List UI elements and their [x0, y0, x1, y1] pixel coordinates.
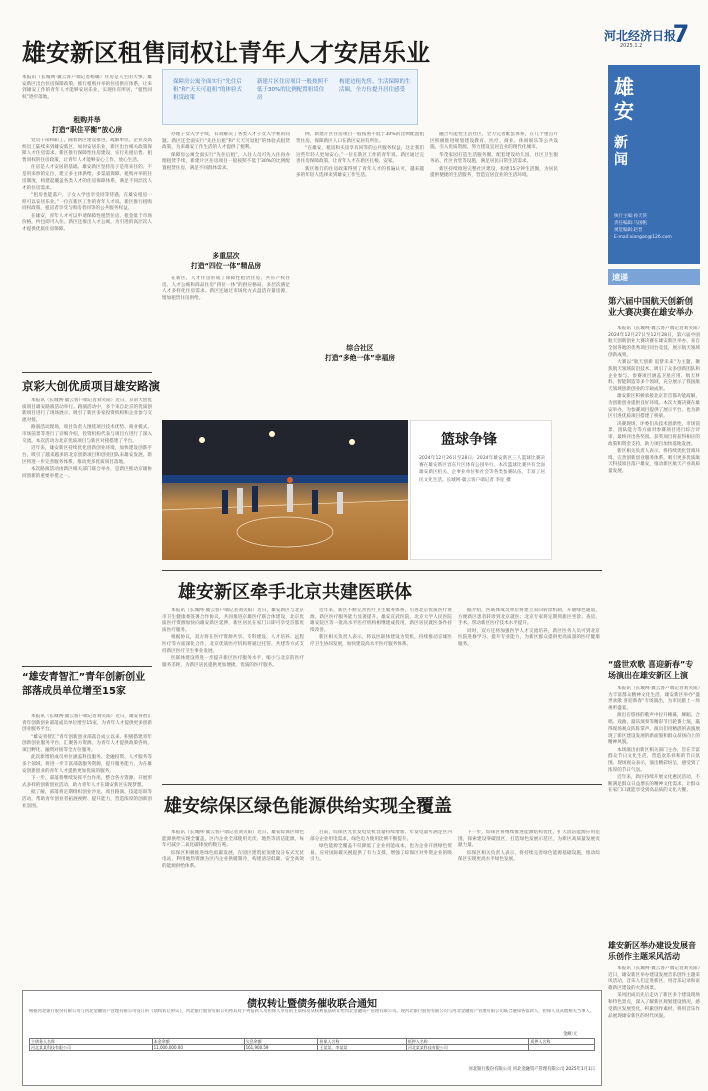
divider-2: [22, 666, 152, 667]
table-cell: 11,000,000.00: [152, 1045, 244, 1051]
notice-footer: 河北银行股份有限公司 河北金融资产管理有限公司 2025年1月1日: [468, 1067, 595, 1072]
christmas-body: 本报讯（长城网·冀云客户端记者刘笑阳）为丰富群众精神文化生活，雄安新区举办“盛世欢歌 喜迎新春”专场演出，为市民献上一场视听盛宴。 演出在悠扬的歌声中拉开帷幕，舞蹈、合唱、戏曲、器乐演奏等精彩节目轮番上演，赢得现场观众阵阵掌声。演员们用精湛的表演展现了新区建设发展的新面貌和群众昂扬向上的精神风貌。 本场演出由新区相关部门主办，旨在丰富群众节日文化生活，营造欢乐祥和的节日氛围。现场观众表示，演出精彩纷呈，感受到了浓厚的节日气氛。 近年来，新区持续开展文化惠民活动，不断满足群众日益增长的精神文化需求，让群众在家门口就能享受到高品质的文化大餐。: [608, 686, 700, 794]
issue-date: 2025.1.2: [620, 43, 643, 49]
build-body: 本报讯（长城网·冀云客户端记者刘笑阳）近日，京彩大创优质项目雄安路演活动举行。路演活动中，多个来自北京的优质创新项目进行了现场展示，吸引了新区多家投资机构和企业参与交流对接。 路演活动现场，项目负责人围绕项目技术优势、商业模式、市场前景等进行了详细介绍，投资机构代表与项目方进行了深入交流。本次活动为北京优质项目与新区对接搭建了平台。 近年来，雄安新区持续优化创新创业环境，加快建设创新平台，吸引了越来越多的北京创新项目和创业团队来雄安发展。新区将进一步完善服务体系，推动更多优质项目落地。 本次路演活动由新区相关部门联合举办，是新区推动京雄协同创新的重要举措之一。: [22, 398, 152, 479]
divider-1: [22, 372, 152, 373]
table-cell: 河北某某科技有限公司: [30, 1045, 153, 1051]
rent-body-col2: 办理子女入学手续，有效解决了各类人才子女入学难的问题。新区还全面实行“先住后租”和“天天可退租”的体验式租赁政策，为来雄安工作生活的人才提供了便利。 保障房公寓全面实行“先住后租”，入住人员可先入住再办理租赁手续，新建片区住房项目一般按照不低于30%的比例配置租赁住房，满足不同群体需求。: [162, 132, 290, 172]
section-sub-1: 新: [614, 135, 628, 151]
quick-news-banner: [608, 269, 700, 285]
medical-body-1: 本报讯（长城网·冀云客户端记者刘笑阳）近日，雄安新区与北京市卫生健康委签署合作协议，共同推进京雄医疗联合体建设，北京优质医疗资源加快向雄安新区延伸，新区居民在家门口即可享受首都优质医疗服务。 根据协议，双方将在医疗资源共享、专科建设、人才培养、远程医疗等方面深化合作，北京优质医疗机构将通过托管、共建等方式支持新区医疗卫生事业发展。 医联体建设将进一步提升新区医疗服务水平，缩小与北京的医疗服务差距，为新区居民提供更加便捷、优质的医疗服务。: [162, 608, 304, 668]
section-sidebar: [608, 65, 700, 264]
section-sub-2: 闻: [614, 152, 628, 168]
music-headline: 雄安新区举办建设发展音乐创作主题采风活动: [608, 941, 696, 961]
basketball-photo: [162, 420, 408, 560]
callout-1: 保障房公寓全面实行“先住后租”和“天天可退租”的体验式租赁政策: [173, 79, 243, 101]
aerospace-body: 本报讯（长城网·冀云客户端记者刘笑阳）2024年12月27日至12月28日，第六届中国航天创新创业大赛决赛在雄安新区举办，来自全国各地的优秀项目同台竞技，展示航天领域创新成果。 大赛以“航天创新 追梦未来”为主题，聚焦航天领域前沿技术，吸引了众多创新团队和企业参与。参赛项目涵盖卫星应用、航天材料、智能制造等多个领域，充分展示了我国航天领域创新创业的丰硕成果。 雄安新区积极承接北京非首都功能疏解，为创新创业提供良好环境。本次大赛决赛在雄安举办，为参赛项目提供了展示平台，也为新区引进优质项目搭建了桥梁。 决赛现场，评委们从技术创新性、市场前景、团队能力等方面对参赛项目进行综合评审，最终评出各奖项。获奖项目将获得相应的政策和资金支持，助力项目加快落地发展。 新区相关负责人表示，将持续优化营商环境，完善创新创业服务体系，吸引更多优质航天科技项目落户雄安，推动新区航天产业高质量发展。: [608, 326, 700, 475]
music-body: 本报讯（长城网·冀云客户端记者刘笑阳）近日，雄安新区举办建设发展音乐创作主题采风活动，音乐人们走进新区，用音乐记录和讴歌新区建设的火热场景。 采风团成员先后走访了新区多个建设现场和特色景点，深入了解新区规划建设情况，感受新区发展变化，积累创作素材，将用音乐作品展现雄安新区的时代风貌。: [608, 966, 700, 1019]
rent-body-col4: 融合可能性生活社区，全力完善配套体系，在几个重点片区积极推进规划建设教育、医疗、商业、休闲娱乐等公共设施。引入优质资源，努力建设宜居宜业的现代化城市。 华茂家园打造生活服务圈，配套建设幼儿园、社区卫生服务站、社区食堂等设施，满足居民日常生活需求。 新区持续推进完整社区建设，构建15分钟生活圈，为居民提供便捷的生活服务，营造宜居宜业的生活环境。: [430, 132, 558, 179]
medical-body-3: 据介绍，医联体成员单位将建立双向转诊机制，开通绿色通道，方便新区患者转诊到北京就医；北京专家将定期到新区坐诊、查房、手术，带动新区医疗技术水平提升。 同时，双方还将加强医学人才交流培养，新区医务人员可到北京医院进修学习，提升专业能力，为新区群众提供更高质量的医疗健康服务。: [458, 608, 600, 648]
rent-body-col3: 例，新建片区住房项目一般按照不低于30%的比例配置租赁住房，保障新区人口在新区安居有所住。 “在雄安，租房和买房享有同等的公共服务权益，这让我们这些年轻人更加安心。”一位在新区工作的青年说。新区通过完善住房保障政策，让青年人才在新区扎根、安家。 新区推行的住房政策得到了青年人才的普遍认可，越来越多的年轻人选择来到雄安工作生活。: [296, 132, 424, 179]
table-header: 质押人名称: [529, 1039, 595, 1045]
table-header: 主债务人名称: [30, 1039, 153, 1045]
rent-sub-5: 综合社区: [346, 344, 374, 352]
rent-lead: 本报讯（长城网·冀云客户端记者杨璐）住房是人生的大事。雄安新区出台住房保障政策，推行租购并举的住房供应体系，让来到雄安工作的青年人才能够安居乐业，实现住有所居，“租售同权”逐步落地。: [22, 75, 152, 101]
rent-sub-4: 打造“四位一体”精品房: [190, 262, 262, 270]
aerospace-text: 本报讯（长城网·冀云客户端记者刘笑阳）2024年12月27日至12月28日，第六届中国航天创新创业大赛决赛在雄安新区举办，来自全国各地的优秀项目同台竞技，展示航天领域创新成果。: [608, 326, 700, 358]
notice-amount-label: 金额:元: [563, 1032, 578, 1037]
energy-headline: 雄安综保区绿色能源供给实现全覆盖: [164, 796, 452, 817]
basketball-title-box: [410, 420, 552, 560]
photo-title: 篮球争锋: [441, 432, 497, 448]
medical-headline: 雄安新区牵手北京共建医联体: [178, 582, 412, 603]
rent-sub-6: 打造“多绝一体”幸福房: [324, 354, 396, 362]
rent-body-col2b: 在新区，人才住房形成了保障性租赁住房、共有产权住房、人才公寓和商品住房“四位一体”的供应格局，多层次满足人才多样化住房需求。新区还通过市场化方式盘活存量房源，增加租赁住房供给。: [162, 276, 290, 302]
medical-text: 本报讯（长城网·冀云客户端记者刘笑阳）近日，雄安新区与北京市卫生健康委签署合作协议，共同推进京雄医疗联合体建设，北京优质医疗资源加快向雄安新区延伸，新区居民在家门口即可享受首都优质医疗服务。: [162, 608, 304, 634]
rent-sub-3: 多重层次: [212, 252, 240, 260]
table-header: 本金余额: [152, 1039, 244, 1045]
aerospace-headline: 第六届中国航天创新创业大赛决赛在雄安举办: [608, 297, 694, 318]
medical-body-2: 近年来，新区不断完善医疗卫生服务体系，引进北京优质医疗资源，新区医疗服务能力显著提升。雄安宣武医院、北京大学人民医院雄安院区等一批高水平医疗机构相继建成投用，新区居民就医条件持续改善。 新区相关负责人表示，将以医联体建设为契机，持续推动京雄医疗卫生协同发展，加快建设高水平医疗服务体系。: [310, 608, 452, 648]
notice-box: [22, 990, 602, 1086]
table-header: 抵押人名称: [406, 1039, 529, 1045]
editor-credits: 执行主编:孙天侠 责任编辑:马国帆 视觉编辑:赵晋 E-mail:xiongan@126.com: [614, 214, 672, 240]
table-cell: 王某某、李某某: [318, 1045, 406, 1051]
notice-table: [29, 1038, 595, 1051]
build-text: 本报讯（长城网·冀云客户端记者刘笑阳）近日，京彩大创优质项目雄安路演活动举行。路演活动中，多个来自北京的优质创新项目进行了现场展示，吸引了新区多家投资机构和企业参与交流对接。: [22, 398, 152, 424]
yd-headline: “雄安青智汇”青年创新创业部落成员单位增至15家: [22, 672, 146, 697]
rent-body-col5: [565, 132, 605, 133]
divider-4: [162, 784, 602, 785]
table-cell: 161,900.59: [244, 1045, 318, 1051]
notice-body: 根据河北银行股份有限公司与河北金融资产管理有限公司签订的《债权转让协议》，河北银行股份有限公司将其对下列借款人及担保人享有的主债权及从权利依法转让给河北金融资产管理有限公司。现河北银行股份有限公司与河北金融资产管理有限公司联合通知各借款人、担保人及其他相关当事人。: [29, 1009, 595, 1014]
music-text: 本报讯（长城网·冀云客户端记者刘笑阳）近日，雄安新区举办建设发展音乐创作主题采风活动，音乐人们走进新区，用音乐记录和讴歌新区建设的火热场景。: [608, 966, 700, 992]
christmas-text: 本报讯（长城网·冀云客户端记者刘笑阳）为丰富群众精神文化生活，雄安新区举办“盛世欢歌 喜迎新春”专场演出，为市民献上一场视听盛宴。: [608, 686, 700, 712]
quick-label: 速递: [612, 273, 628, 282]
table-header: 担保人名称: [318, 1039, 406, 1045]
christmas-headline: “盛世欢歌 喜迎新春”专场演出在雄安新区上演: [608, 660, 694, 680]
table-cell: 河北某某科技有限公司: [406, 1045, 529, 1051]
notice-title: 债权转让暨债务催收联合通知: [247, 999, 377, 1010]
court-illustration: [162, 420, 408, 560]
photo-caption: 2024年12月26日至28日，2024年雄安新区三人篮球比赛决赛在雄安新区容东片区体育公园举行。本次篮球比赛共有全面雄安新区机关、企事业单位和社会等各类参赛队伍，丰富了居民文化生活。长城网·冀云客户端记者 李征 摄: [419, 456, 545, 483]
energy-body-3: 下一步，综保区将继续推进能源结构优化，扩大清洁能源应用范围，探索建设零碳园区，打造绿色发展示范区，为新区高质量发展贡献力量。 综保区相关负责人表示，将持续完善绿色能源基础设施，推动综保区实现更高水平绿色发展。: [458, 830, 600, 863]
energy-body-2: 目前，综保区光伏发电装机容量持续增加，年发电量可满足区内部分企业用电需求，绿色电力使用比例不断提升。 绿色能源全覆盖不仅降低了企业用能成本，也为企业开展绿色贸易、应对国际碳关税提供了有力支撑，增强了综保区对外资企业的吸引力。: [310, 830, 452, 863]
rent-body-col1: 党员干部和职工，随着新区建设推进，疏解单位、企业及高校员工陆续来到雄安新区，如何安居乐业，新区出台相关政策保障人才住房需求。新区推行保障性住房建设，实行先租后售、租售同权的住房政策，让青年人才能够安心工作、放心生活。 住房是人才安居的基础。雄安新区坚持房子是用来住的、不是用来炒的定位，建立多主体供给、多渠道保障、租购并举的住房制度，构建起覆盖各类人才的住房保障体系，满足不同层次人才的住房需求。 “租房也能落户，子女入学也享受同等待遇，在雄安租房一样可以安居乐业。”一位在新区工作的青年人才说。新区推行租购同权政策，租房者享受与购房者同等的公共服务权益。 在雄安，青年人才可以申请保障性租赁住房，租金低于市场价格，拎包即可入住。新区还推出人才公寓，为引进的高层次人才提供优质住房保障。: [22, 138, 152, 232]
table-cell: [529, 1045, 595, 1051]
energy-body-1: 本报讯（长城网·冀云客户端记者刘笑阳）近日，雄安综保区绿色能源供给实现全覆盖，区内企业全部使用光伏、地热等清洁能源，每年可减少二氧化碳排放约数万吨。 综保区积极推进绿色低碳发展，在园区建筑屋顶建设分布式光伏电站，利用地热资源为区内企业供暖制冷，构建清洁低碳、安全高效的能源供给体系。: [162, 830, 304, 870]
yd-body: 本报讯（长城网·冀云客户端记者刘笑阳）近日，雄安青智汇青年创新创业部落成员单位增至15家，为青年人才提供更多创新创业服务平台。 “雄安青智汇”青年创新创业部落自成立以来，积极搭建青年创新创业服务平台，汇聚各方资源，为青年人才提供政策咨询、项目孵化、融资对接等全方位服务。 此次新增的成员单位涵盖科技服务、金融投资、人才服务等多个领域，将进一步丰富部落服务资源，提升服务能力，为在雄安创新创业的青年人才提供更加优质的服务。 下一步，部落将继续发挥平台作用，整合各方资源，开展形式多样的创新创业活动，助力青年人才在雄安新区实现梦想。 据了解，部落将定期组织创业沙龙、项目路演、技能培训等活动，帮助青年创业者拓展视野、提升能力，营造浓厚的创新创业氛围。: [22, 714, 152, 809]
page-number: 7: [672, 20, 690, 48]
build-headline: 京彩大创优质项目雄安路演: [22, 379, 160, 393]
rent-callouts: [162, 69, 418, 125]
divider-3: [162, 570, 602, 571]
table-row: [30, 1045, 595, 1051]
paper-name: 河北经济日报: [604, 29, 677, 43]
callout-3: 构建边租先售、生活保障的生活圈，全方位提升居住感受: [339, 79, 411, 93]
rent-sub-2: 打造“职住平衡”放心房: [51, 126, 123, 134]
table-header: 欠息余额: [244, 1039, 318, 1045]
rent-headline: 雄安新区租售同权让青年人才安居乐业: [22, 39, 430, 67]
section-name: 雄 安: [614, 75, 634, 123]
yd-text: 本报讯（长城网·冀云客户端记者刘笑阳）近日，雄安青智汇青年创新创业部落成员单位增至15家，为青年人才提供更多创新创业服务平台。: [22, 714, 152, 733]
callout-2: 新建片区住房项目一般按照不低于30%的比例配置租赁住房: [257, 79, 329, 101]
rent-sub-1: 租购并举: [73, 116, 101, 124]
energy-text: 本报讯（长城网·冀云客户端记者刘笑阳）近日，雄安综保区绿色能源供给实现全覆盖，区内企业全部使用光伏、地热等清洁能源，每年可减少二氧化碳排放约数万吨。: [162, 830, 304, 849]
